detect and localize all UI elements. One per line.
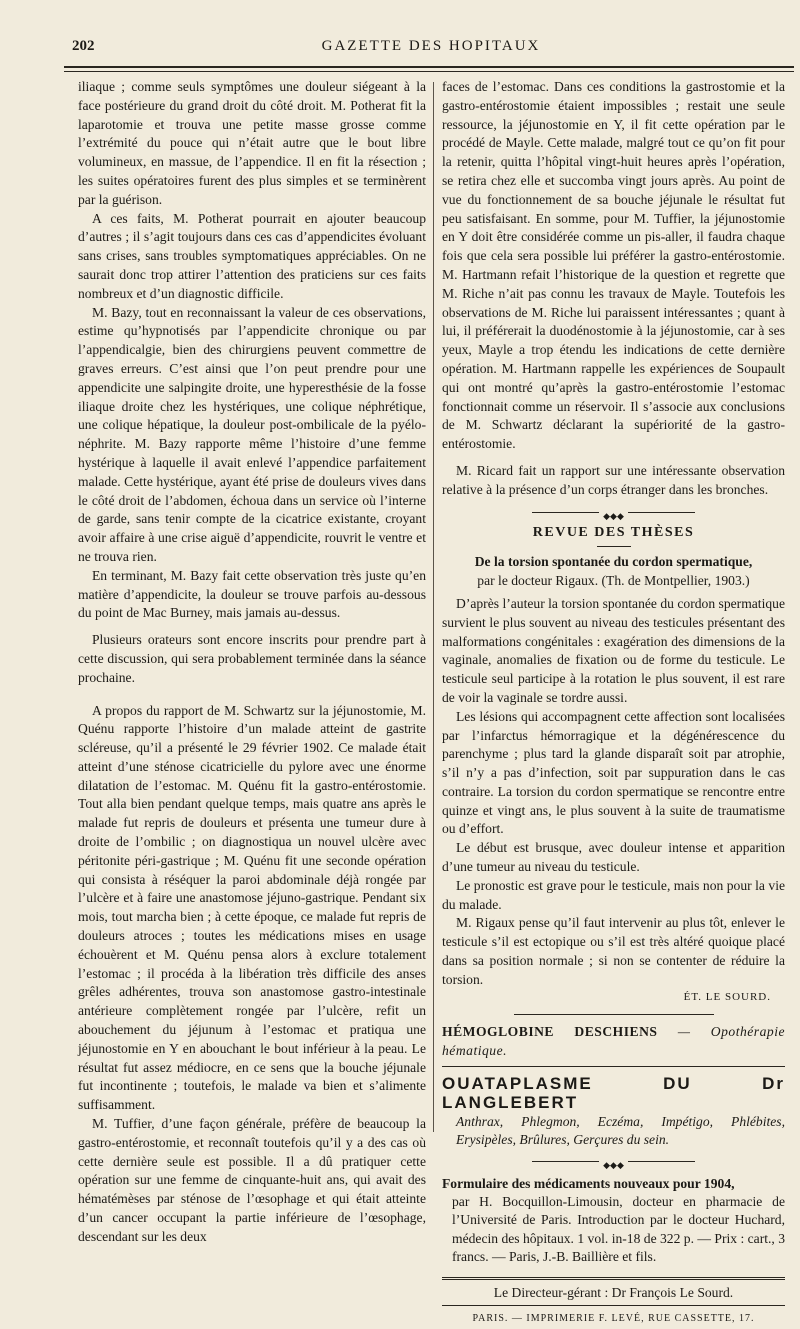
paragraph: M. Bazy, tout en reconnaissant la valeur de ces observations, estime qu’hypnotisés par l’appendicite chronique ou par l’appendicalgie, bien des chirurgiens peuvent commettre de graves erreurs. C’est ainsi que l’on peut prendre pour une appendicite une salpingite droite, une hyperesthésie de la fosse iliaque droite chez les hystériques, une colique néphrétique, une colique hépatique, la douleur post-ombilicale de la pyélo-néphrite. M. Bazy rapporte même l’histoire d’une femme hystérique à laquelle il avait enlevé l’appendice parfaitement malade. Cette hystérique, ayant été prise de douleurs vives dans le côté droit de l’abdomen, échoua dans un service où l’interne de garde, sans tenir compte de la cicatrice existante, croyant avoir affaire à une crise aiguë d’appendicite, rouvrit le ventre et ne trouva rien. (78, 304, 426, 564)
ad-hemoglobine (442, 1023, 785, 1061)
column-separator (433, 82, 434, 1132)
paragraph: M. Ricard fait un rapport sur une intéressante observation relative à la présence d’un corps étranger dans les bronches. (442, 462, 785, 497)
ad-formulaire-body: par H. Bocquillon-Limousin, docteur en pharmacie de l’Université de Paris. Introduction par le docteur Huchard, médecin des hôpitaux. 1 vol. in-18 de 322 p. — Prix : cart., 3 francs. — Paris, J.-B. Baillière et fils. (452, 1193, 785, 1265)
ad-uses: Anthrax, Phlegmon, Eczéma, Impétigo, Phlébites, Erysipèles, Brûlures, Gerçures du sein. (456, 1113, 785, 1147)
left-column (78, 78, 426, 1247)
ad-formulaire-title: Formulaire des médicaments nouveaux pour 1904, (442, 1175, 735, 1191)
thesis-title: De la torsion spontanée du cordon spermatique, (474, 554, 753, 570)
paragraph: M. Rigaux pense qu’il faut intervenir au plus tôt, enlever le testicule s’il est ectopique ou s’il est très altéré quoique placé dans sa position normale ; si non se contenter de réduire la torsion. (442, 915, 785, 987)
paragraph: D’après l’auteur la torsion spontanée du cordon spermatique survient le plus souvent au niveau des testicules présentant des malformations congénitales : exagération des dimensions de la vaginale, anomalies de fixation ou de forme du testicule. Le testicule seul participe à la rotation le plus souvent, il est rare de voir la vaginale se tordre aussi. (442, 595, 785, 705)
paragraph: A ces faits, M. Potherat pourrait en ajouter beaucoup d’autres ; il s’agit toujours dans ces cas d’appendicites évoluant sans crises, sans troubles symptomatiques appréciables. On ne saurait donc trop attirer l’attention des praticiens sur ces faits nombreux et d’un diagnostic difficile. (78, 210, 426, 301)
printer-line: PARIS. — IMPRIMERIE F. LEVÉ, RUE CASSETTE, 17. (472, 1313, 755, 1325)
paragraph: Plusieurs orateurs sont encore inscrits pour prendre part à cette discussion, qui sera probablement terminée dans la séance prochaine. (78, 632, 426, 685)
paragraph: iliaque ; comme seuls symptômes une douleur siégeant à la face postérieure du grand droit du côté droit. M. Potherat fit la laparotomie et trouva une petite masse grosse comme l’extrémité du pouce qui n’était autre que le bout libre volumineux, en massue, de l’appendice. Il en fit la résection ; les suites opératoires furent des plus simples et se terminèrent par la guérison. (78, 79, 426, 207)
paragraph: En terminant, M. Bazy fait cette observation très juste qu’en matière d’appendicite, la douleur se trouve parfois au-dessous du point de Mac Burney, mais jamais au-dessus. (78, 567, 426, 621)
page-header (72, 38, 790, 62)
section-rule (597, 546, 631, 547)
footer-rule-thin (442, 1305, 785, 1306)
running-title: GAZETTE DES HOPITAUX (321, 38, 541, 54)
section-title: REVUE DES THÈSES (532, 524, 695, 540)
signature: ÉT. LE SOURD. (683, 990, 771, 1003)
paragraph: Les lésions qui accompagnent cette affection sont localisées par l’infarctus hémorragique et la dégénérescence du parenchyme ; plus tard la glande disparaît soit par atrophie, s’il n’y a pas d’infection, soit par suppuration dans le cas contraire. La torsion du cordon spermatique se rencontre entre quinze et vingt ans, le plus souvent à la suite de traumatisme ou d’effort. (442, 708, 785, 837)
ad-tagline: — Opothérapie hématique. (442, 1024, 785, 1059)
director-line: Le Directeur-gérant : Dr François Le Sourd. (493, 1284, 734, 1300)
paragraph: Le pronostic est grave pour le testicule, mais non pour la vie du malade. (442, 877, 785, 912)
paragraph: M. Tuffier, d’une façon générale, préfère de beaucoup la gastro-entérostomie, et reconnaît toutefois qu’il y a des cas où cette dernière seule est possible. Il a dû pratiquer cette opération sur une femme de cinquante-huit ans, qui avait des hématémèses par sténose de l’œsophage et qui était atteinte d’un cancer occupant la partie inférieure de l’œsophage, descendant sur les deux (78, 1116, 426, 1244)
footer-rule (442, 1277, 785, 1280)
paragraph: faces de l’estomac. Dans ces conditions la gastrostomie et la gastro-entérostomie étaient impossibles ; restait une seule ressource, la jéjunostomie en Y, il fit cette opération par le procédé de Mayle. Cette malade, malgré tout ce qu’on fit pour la retenir, quitta l’hôpital vingt-huit heures après l’opération, se retira chez elle et succomba vingt jours après. Au point de vue du fonctionnement de sa bouche jéjunale le résultat fut peu satisfaisant. En somme, pour M. Tuffier, la jéjunostomie en Y doit être considérée comme un pis-aller, il faudra chaque fois que cela sera possible lui préférer la gastro-entérostomie. M. Hartmann refait l’historique de la question et regrette que M. Riche n’ait pas connu les travaux de Mayle. Toutefois les observations de M. Riche lui paraissent intéressantes ; quant à lui, il préférerait la duodénostomie à la jéjunostomie, car à ses yeux, Mayle a trop étendu les indications de cette dernière opération. M. Hartmann rappelle les expériences de Soupault qui ont montré qu’après la gastro-entérostomie l’estomac fonctionnait comme un réservoir. Il s’associe aux conclusions de M. Schwartz déclarant la supériorité de la gastro-entérostomie. (442, 79, 785, 452)
ornament-divider: ◆◆◆ (442, 1155, 785, 1167)
header-rule-thin (64, 71, 794, 72)
header-rule (64, 66, 794, 68)
divider (442, 1066, 785, 1067)
ornament-divider: ◆◆◆ (442, 506, 785, 518)
paragraph: Le début est brusque, avec douleur intense et apparition d’une tumeur au niveau du testicule. (442, 840, 785, 875)
thesis-author: par le docteur Rigaux. (Th. de Montpellier, 1903.) (477, 573, 750, 589)
ad-name: HÉMOGLOBINE DESCHIENS (442, 1024, 658, 1040)
paragraph: A propos du rapport de M. Schwartz sur la jéjunostomie, M. Quénu rapporte l’histoire d’un malade atteint de gastrite scléreuse, qu’il a présenté le 29 février 1902. Ce malade était atteint d’une sténose cicatricielle du pylore avec une énorme dilatation de l’estomac. M. Quénu fit la gastro-entérostomie. Tout alla bien pendant quelque temps, mais quatre ans après le malade fut repris de douleurs et présenta une tumeur dure à droite de l’ombilic ; on diagnostiqua un nouvel ulcère avec péritonite péri-gastrique ; M. Quénu fit une seconde opération qui consista à réséquer la paroi abdominale déjà rongée par l’ulcère et à faire une anastomose jéjuno-gastrique. Pendant six mois, tout marcha bien ; à cette époque, ce malade fut repris de douleurs atroces ; toutes les médications mises en usage échouèrent et M. Quénu pensa alors à exclure totalement l’estomac ; il procéda à la libération très difficile des anses grêles adhérentes, trouva son anastomose gastro-intestinale antérieure complètement rongée par l’ulcère, refit un abouchement du jéjunum à l’estomac et pratiqua une jéjunostomie en Y en abouchant le bout inférieur à la peau. Le résultat fut assez médiocre, en ce sens que la bouche jéjunale fut incontinente ; toutefois, le malade va bien et s’alimente suffisamment. (78, 702, 426, 1113)
right-column (442, 78, 785, 1329)
ad-ouataplasme: OUATAPLASME DU Dr LANGLEBERT (442, 1074, 785, 1112)
divider (514, 1014, 714, 1015)
page-number: 202 (72, 38, 95, 54)
